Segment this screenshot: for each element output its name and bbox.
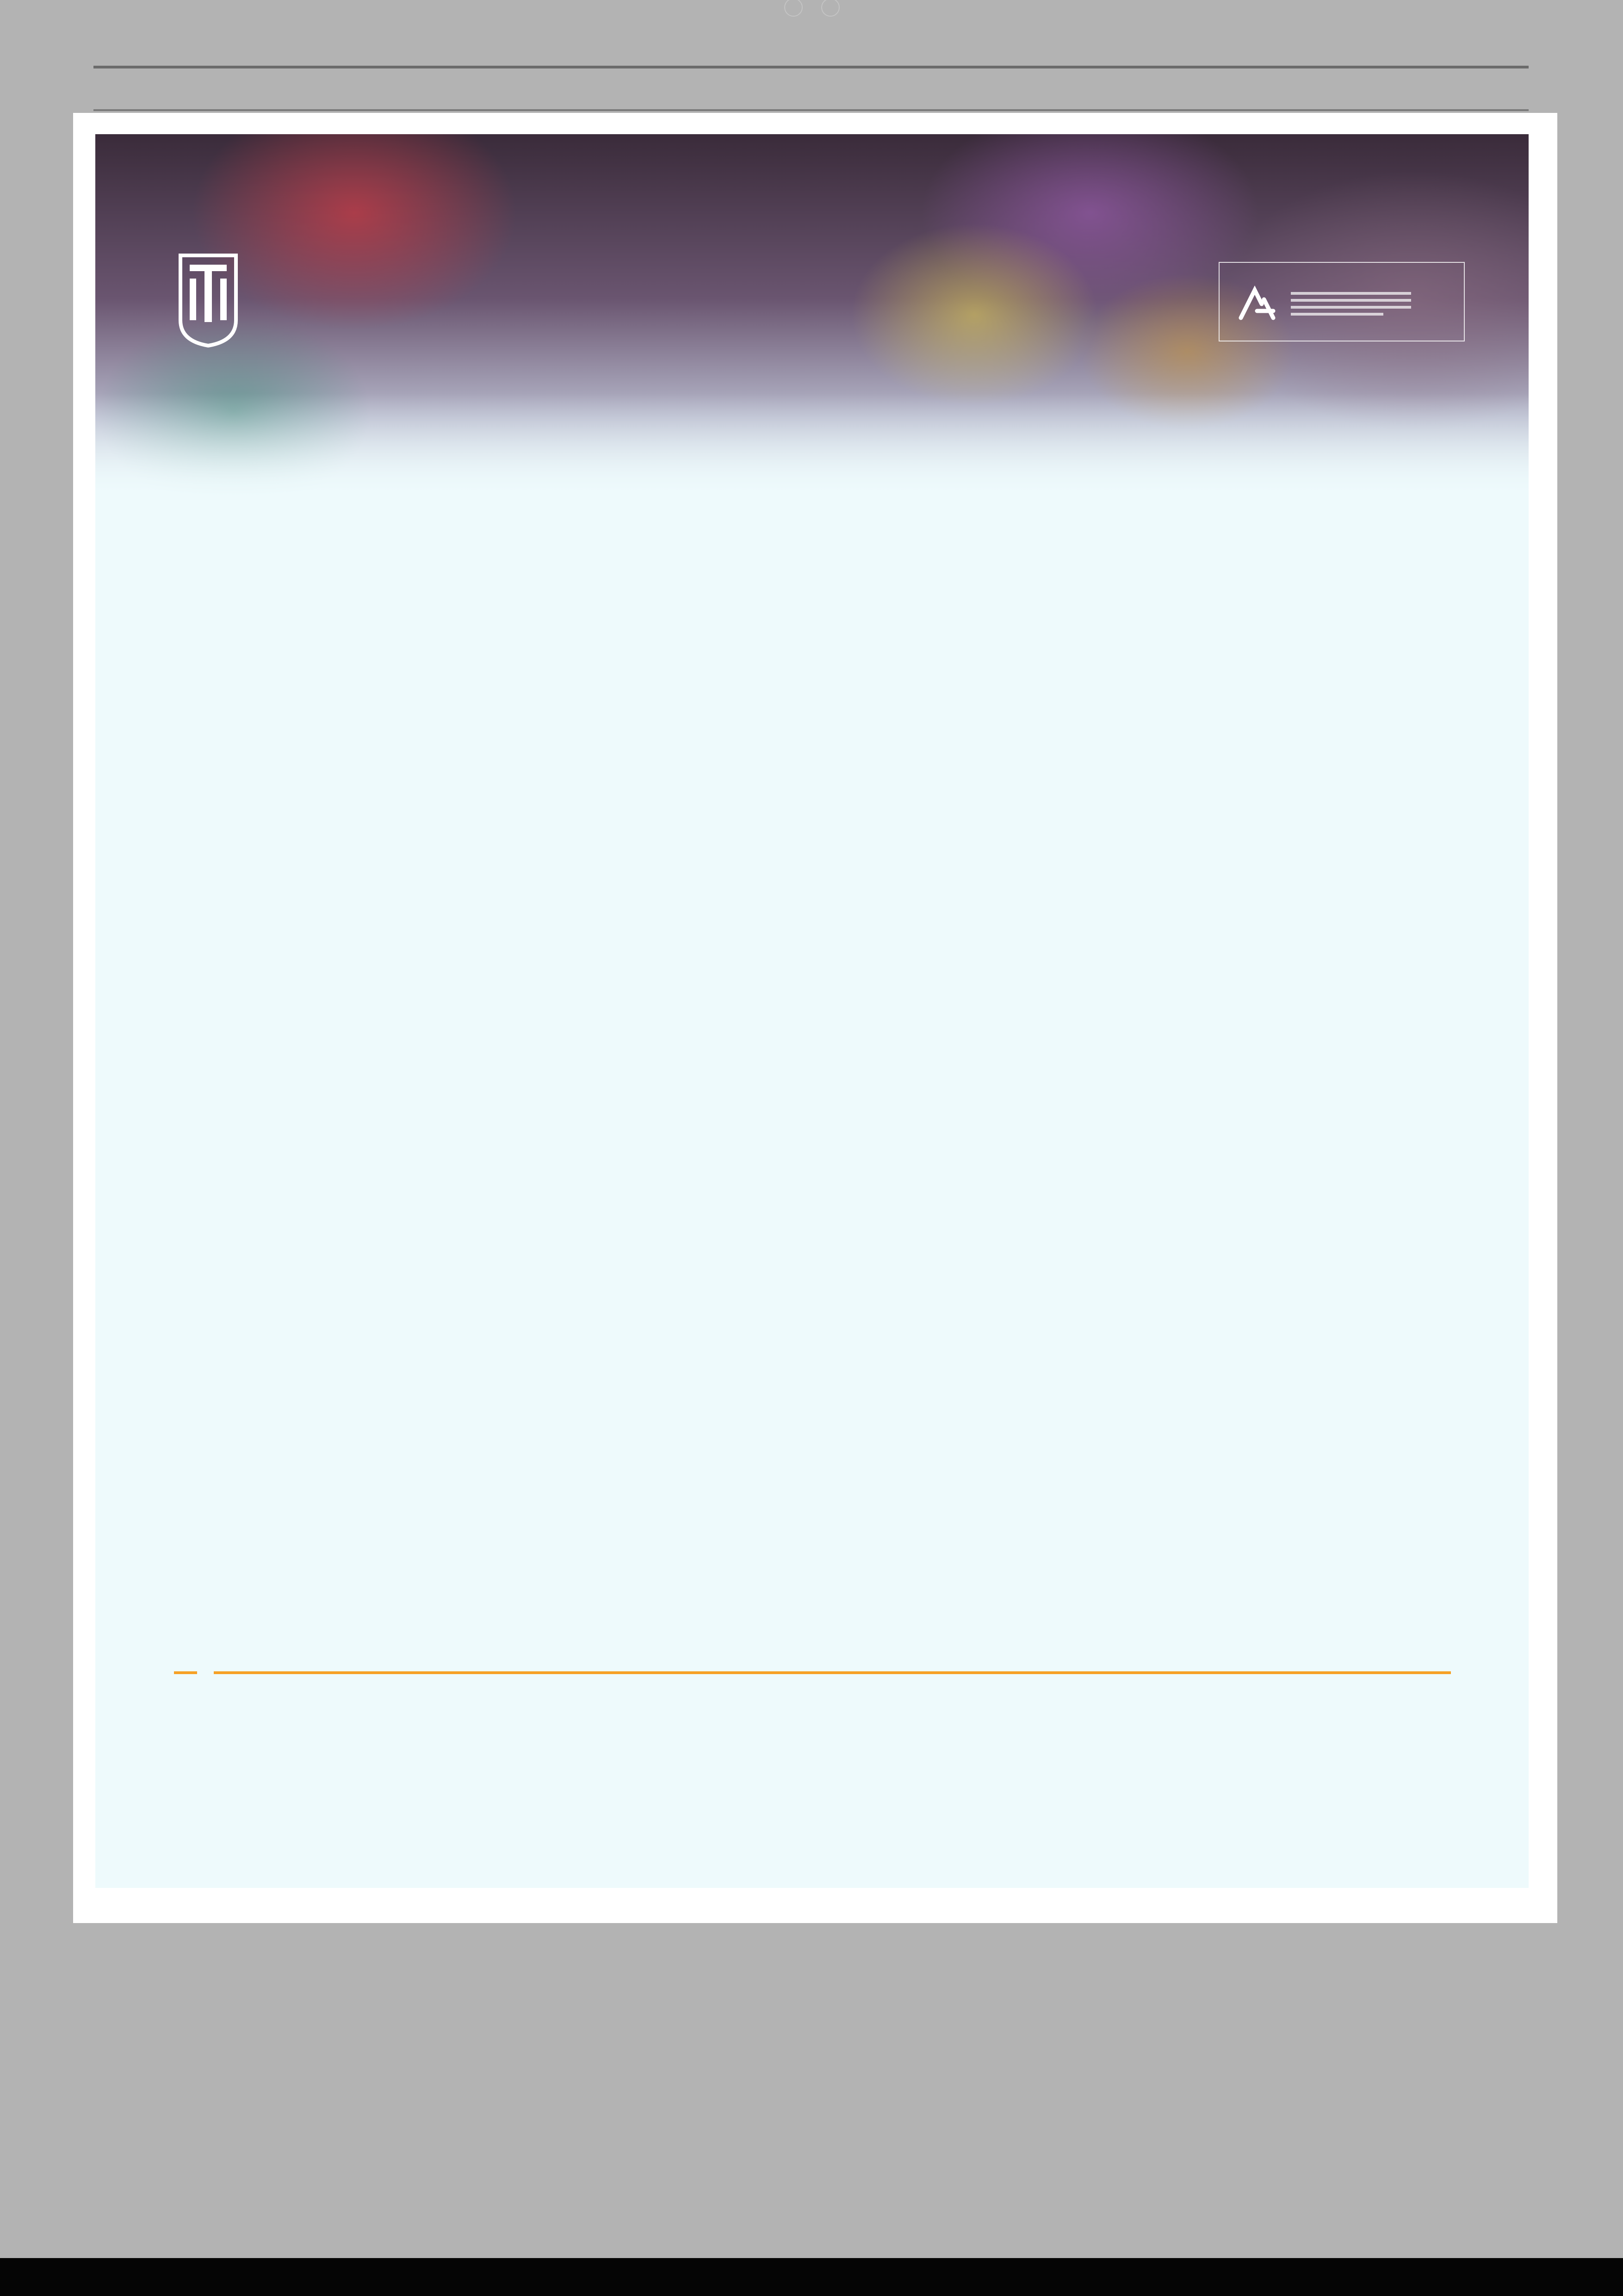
cna-logo-icon <box>1236 279 1278 329</box>
next-page-button[interactable] <box>821 0 840 17</box>
andean-pattern-upper <box>95 1781 1529 1833</box>
university-shield-icon <box>176 251 241 348</box>
callout-heading <box>174 1671 1451 1674</box>
accreditation-badge <box>1219 262 1465 341</box>
viewer-nav <box>777 0 847 16</box>
callout-dash <box>174 1671 197 1674</box>
advertisement-frame <box>73 113 1557 1923</box>
prev-page-button[interactable] <box>784 0 803 17</box>
photo-fade <box>95 393 1529 500</box>
andean-pattern <box>95 1833 1529 1888</box>
accreditation-fine-print <box>1291 292 1411 316</box>
viewer-bottom-bar <box>0 2258 1623 2296</box>
university-logo <box>176 251 285 348</box>
advertisement <box>95 134 1529 1888</box>
header-rule-top <box>93 66 1529 68</box>
callout-rule <box>214 1671 1451 1674</box>
header-rule-bottom <box>93 109 1529 111</box>
